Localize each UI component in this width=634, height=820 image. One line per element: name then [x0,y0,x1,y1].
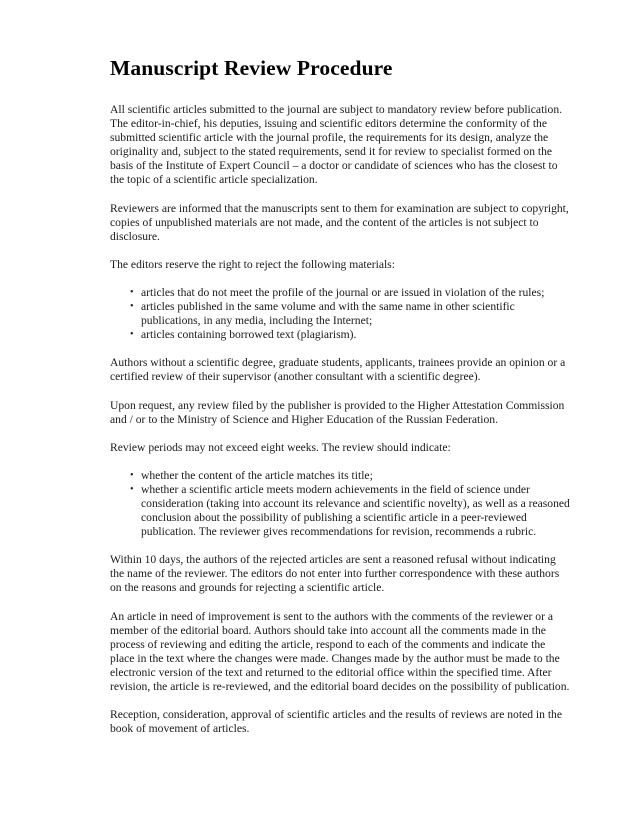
paragraph: The editors reserve the right to reject the following materials: [110,257,395,271]
list-item: • whether the content of the article matches its title; [110,469,572,483]
paragraph: Reception, consideration, approval of scientific articles and the results of reviews are noted in the book of movement of articles. [110,708,562,736]
paragraph: Upon request, any review filed by the publisher is provided to the Higher Attestation Commission and / or to the Ministry of Science and Higher Education of the Russian Federation. [110,398,565,426]
bullet-list [110,469,572,539]
list-item: • whether a scientific article meets modern achievements in the field of science under consideration (taking into account its relevance and scientific novelty), as well as a reasoned conclusion about the possibility of publishing a scientific article in a peer-reviewed publication. The reviewer gives recommendations for revision, recommends a rubric. [110,483,572,539]
paragraph: Authors without a scientific degree, graduate students, applicants, trainees provide an opinion or a certified review of their supervisor (another consultant with a scientific degree). [110,356,566,384]
document-body [110,103,572,736]
list-item: • articles that do not meet the profile of the journal or are issued in violation of the rules; [110,286,572,300]
page-title: Manuscript Review Procedure [110,56,393,80]
paragraph: An article in need of improvement is sent to the authors with the comments of the reviewer or a member of the editorial board. Authors should take into account all the comments made in the process of reviewing and editing the article, respond to each of the comments and indicate the place in the text where the changes were made. Changes made by the author must be made to the electronic version of the text and returned to the editorial office within the specified time. After revision, the article is re-reviewed, and the editorial board decides on the possibility of publication. [110,609,570,693]
bullet-list [110,286,572,342]
paragraph: All scientific articles submitted to the journal are subject to mandatory review before publication. The editor-in-chief, his deputies, issuing and scientific editors determine the conformity of the submitted scientific article with the journal profile, the requirements for its design, analyze the originality and, subject to the stated requirements, send it for review to specialist formed on the basis of the Institute of Expert Council – a doctor or candidate of sciences who has the closest to the topic of a scientific article specialization. [110,103,563,187]
paragraph: Within 10 days, the authors of the rejected articles are sent a reasoned refusal without indicating the name of the reviewer. The editors do not enter into further correspondence with these authors on the reasons and grounds for rejecting a scientific article. [110,553,560,595]
list-item: • articles containing borrowed text (plagiarism). [110,328,572,342]
paragraph: Reviewers are informed that the manuscripts sent to them for examination are subject to copyright, copies of unpublished materials are not made, and the content of the articles is not subject to disclosure. [110,201,569,243]
paragraph: Review periods may not exceed eight weeks. The review should indicate: [110,440,451,454]
list-item: • articles published in the same volume and with the same name in other scientific publications, in any media, including the Internet; [110,300,572,328]
